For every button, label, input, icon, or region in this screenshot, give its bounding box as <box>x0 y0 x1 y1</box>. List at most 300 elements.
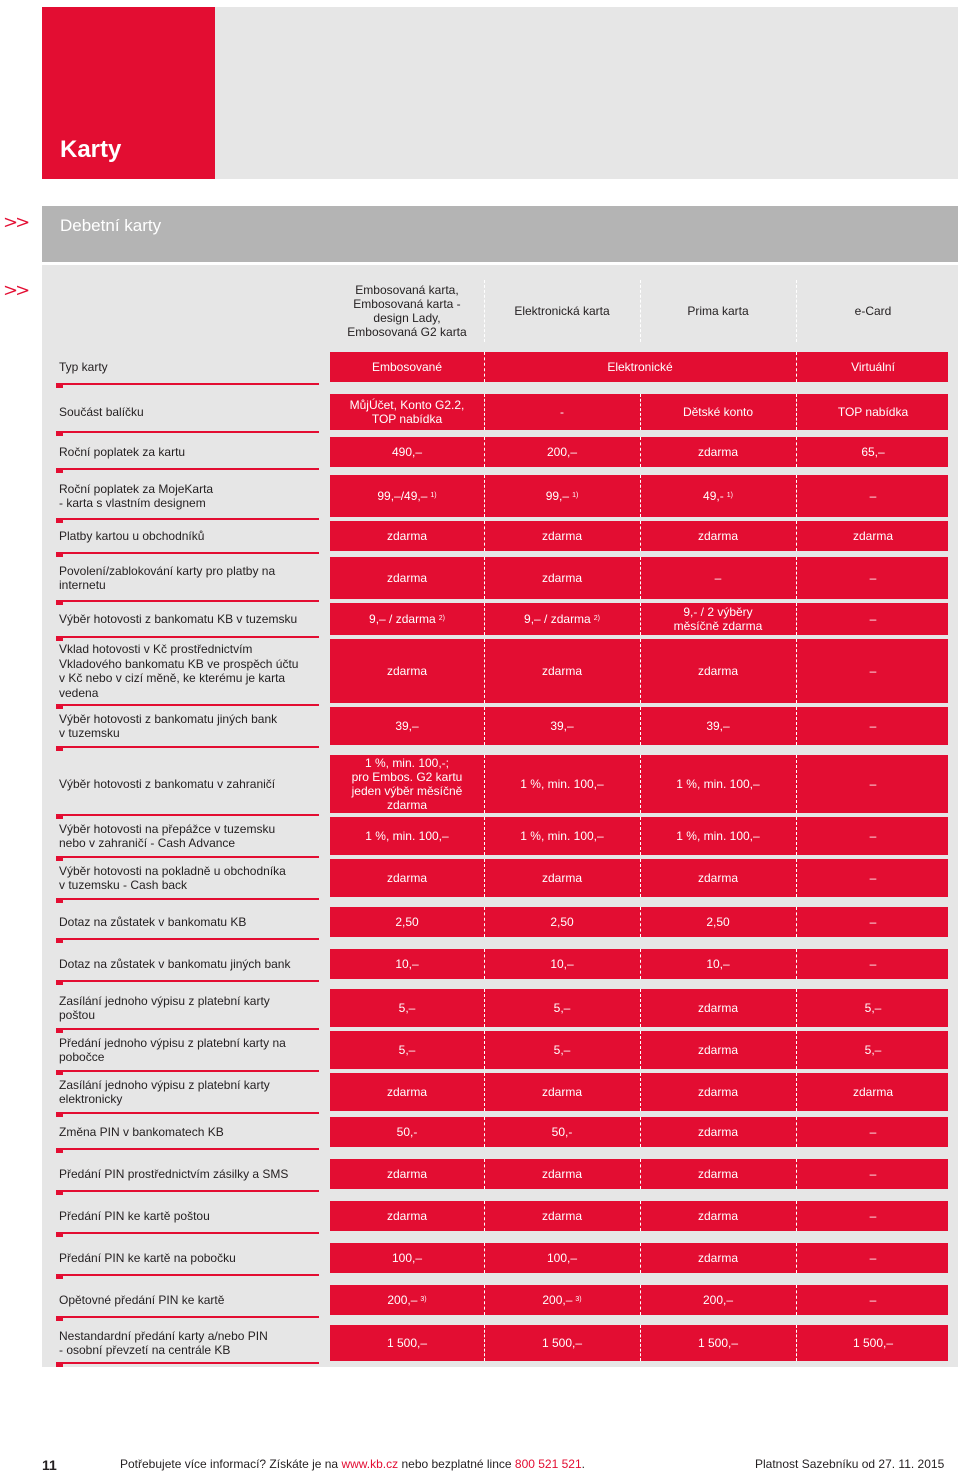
cell-value: 2,50 <box>706 915 730 929</box>
cell-separator <box>640 949 641 979</box>
table-cell <box>330 1159 484 1189</box>
table-cell <box>796 1243 950 1273</box>
row-label: Dotaz na zůstatek v bankomatu jiných bank <box>59 956 291 971</box>
cell-separator <box>484 1031 485 1069</box>
row-divider-tick <box>56 1114 63 1117</box>
cell-separator <box>484 352 485 382</box>
cell-separator <box>796 859 797 897</box>
cell-value: zdarma <box>386 1167 427 1181</box>
table-cell <box>330 639 484 703</box>
cell-value: 5,– <box>864 1043 882 1057</box>
table-cell <box>484 521 640 551</box>
cell-value: – <box>869 489 877 503</box>
cell-separator <box>640 1031 641 1069</box>
table-cell <box>796 907 950 937</box>
cell-separator <box>640 437 641 467</box>
row-label: Změna PIN v bankomatech KB <box>59 1124 224 1139</box>
cell-value: 5,– <box>553 1043 571 1057</box>
cell-separator <box>484 437 485 467</box>
row-divider-tick <box>56 900 63 903</box>
table-cell <box>330 907 484 937</box>
table-cell <box>796 755 950 813</box>
table-cell <box>796 707 950 745</box>
row-divider <box>56 938 319 940</box>
cell-value: zdarma <box>386 871 427 885</box>
table-cell <box>796 989 950 1027</box>
cell-value: 490,– <box>391 445 423 459</box>
table-cell <box>330 352 484 382</box>
cell-value: – <box>869 1167 877 1181</box>
cell-value: 1 %, min. 100,– <box>676 777 760 791</box>
cell-value: – <box>714 571 722 585</box>
cell-value: 39,– <box>706 719 730 733</box>
cell-separator <box>640 639 641 703</box>
table-cell <box>330 949 484 979</box>
cell-value: zdarma <box>541 1085 582 1099</box>
row-label: Předání PIN ke kartě poštou <box>59 1208 210 1223</box>
footnote-marker: 2) <box>593 615 600 622</box>
row-divider-tick <box>56 1150 63 1153</box>
table-cell <box>796 437 950 467</box>
table-cell <box>796 352 950 382</box>
cell-value: 50,- <box>396 1125 418 1139</box>
cell-separator <box>640 707 641 745</box>
cell-value: – <box>869 915 877 929</box>
cell-separator <box>796 1073 797 1111</box>
cell-value: Embosované <box>371 360 443 374</box>
row-divider <box>56 1190 319 1192</box>
cell-separator <box>640 557 641 599</box>
table-cell <box>640 557 796 599</box>
column-separator <box>796 280 797 342</box>
table-cell <box>796 859 950 897</box>
row-divider-tick <box>56 1192 63 1195</box>
cell-value: 9,- / 2 výběry měsíčně zdarma <box>673 605 763 633</box>
cell-separator <box>640 394 641 430</box>
cell-separator <box>484 521 485 551</box>
cell-separator <box>796 907 797 937</box>
cell-value: 39,– <box>395 719 419 733</box>
table-cell <box>484 1117 640 1147</box>
cell-value: 10,– <box>706 957 730 971</box>
table-cell <box>796 1117 950 1147</box>
row-divider <box>56 468 319 470</box>
table-cell <box>796 1031 950 1069</box>
row-divider <box>56 746 319 748</box>
row-divider-tick <box>56 470 63 473</box>
table-cell <box>640 1073 796 1111</box>
table-cell <box>640 1243 796 1273</box>
footer-validity: Platnost Sazebníku od 27. 11. 2015 <box>755 1457 945 1471</box>
row-divider-tick <box>56 1364 63 1367</box>
table-cell <box>640 949 796 979</box>
table-cell <box>796 949 950 979</box>
table-cell <box>640 1325 796 1361</box>
chevron-icon: >> <box>3 212 28 233</box>
cell-separator <box>640 1243 641 1273</box>
cell-value: – <box>869 1251 877 1265</box>
table-cell <box>484 989 640 1027</box>
row-divider <box>56 1148 319 1150</box>
table-cell <box>640 1159 796 1189</box>
cell-value: 5,– <box>398 1043 416 1057</box>
row-label: Předání PIN prostřednictvím zásilky a SMS <box>59 1166 289 1181</box>
cell-value: zdarma <box>697 871 738 885</box>
table-cell <box>484 949 640 979</box>
table-cell <box>330 707 484 745</box>
row-divider-tick <box>56 602 63 605</box>
cell-separator <box>640 1073 641 1111</box>
cell-separator <box>796 1285 797 1315</box>
row-divider <box>56 814 319 816</box>
table-cell <box>484 1243 640 1273</box>
cell-separator <box>484 603 485 635</box>
cell-value: 9,– / zdarma <box>524 612 591 626</box>
cell-value: TOP nabídka <box>837 405 909 419</box>
table-cell <box>484 557 640 599</box>
table-cell <box>640 1031 796 1069</box>
row-label: Předání PIN ke kartě na pobočku <box>59 1250 236 1265</box>
cell-separator <box>640 1285 641 1315</box>
cell-value: 99,–/49,– <box>377 489 428 503</box>
cell-value: zdarma <box>697 1209 738 1223</box>
table-cell <box>484 817 640 855</box>
footnote-marker: 3) <box>420 1296 427 1303</box>
table-cell <box>484 475 640 517</box>
table-cell <box>484 394 640 430</box>
row-divider <box>56 1028 319 1030</box>
table-cell <box>796 1159 950 1189</box>
row-label: Vklad hotovosti v Kč prostřednictvím Vkladového bankomatu KB ve prospěch účtu v Kč nebo v cizí měně, ke kterému je karta vedena <box>59 642 299 700</box>
cell-separator <box>796 949 797 979</box>
cell-separator <box>484 1201 485 1231</box>
cell-value: 2,50 <box>550 915 574 929</box>
cell-separator <box>640 1117 641 1147</box>
row-divider <box>56 431 319 433</box>
row-divider-tick <box>56 520 63 523</box>
cell-value: 1 %, min. 100,– <box>365 829 449 843</box>
table-cell <box>484 1159 640 1189</box>
cell-value: – <box>869 719 877 733</box>
cell-separator <box>640 1201 641 1231</box>
cell-value: 1 500,– <box>697 1336 739 1350</box>
cell-value: 100,– <box>391 1251 423 1265</box>
row-label: Součást balíčku <box>59 404 144 419</box>
row-label: Roční poplatek za MojeKarta - karta s vlastním designem <box>59 481 214 510</box>
row-divider-tick <box>56 1318 63 1321</box>
table-cell <box>484 859 640 897</box>
row-divider-tick <box>56 748 63 751</box>
cell-value: Dětské konto <box>682 405 754 419</box>
table-cell <box>330 1325 484 1361</box>
cell-separator <box>796 352 797 382</box>
table-cell <box>330 603 484 635</box>
footer-text-before: Potřebujete více informací? Získáte je na <box>120 1457 342 1471</box>
row-divider <box>56 1232 319 1234</box>
cell-value: 1 %, min. 100,– <box>520 777 604 791</box>
table-cell <box>330 557 484 599</box>
cell-value: zdarma <box>386 1209 427 1223</box>
table-cell <box>640 1201 796 1231</box>
cell-value: 1 %, min. 100,– <box>676 829 760 843</box>
cell-separator <box>484 817 485 855</box>
cell-value: zdarma <box>541 1167 582 1181</box>
table-cell <box>640 707 796 745</box>
cell-value: zdarma <box>386 529 427 543</box>
table-cell <box>796 817 950 855</box>
footer-link[interactable]: www.kb.cz <box>341 1457 399 1471</box>
cell-value: – <box>869 777 877 791</box>
cell-separator <box>796 1159 797 1189</box>
cell-value: 10,– <box>550 957 574 971</box>
footer-phone: 800 521 521 <box>514 1457 582 1471</box>
footnote-marker: 1) <box>572 492 579 499</box>
table-cell <box>640 1285 796 1315</box>
cell-separator <box>796 437 797 467</box>
cell-value: 200,– <box>387 1293 418 1307</box>
cell-separator <box>640 1325 641 1361</box>
row-divider-tick <box>56 982 63 985</box>
cell-value: 49,- <box>703 489 724 503</box>
row-divider-tick <box>56 385 63 388</box>
cell-separator <box>640 603 641 635</box>
table-cell <box>330 1031 484 1069</box>
column-separator <box>640 280 641 342</box>
row-divider-tick <box>56 940 63 943</box>
row-divider <box>56 898 319 900</box>
table-cell <box>330 755 484 813</box>
row-divider <box>56 600 319 602</box>
chevron-icon-table: >> <box>3 280 28 301</box>
row-label: Výběr hotovosti z bankomatu jiných bank v tuzemsku <box>59 711 278 740</box>
cell-value: – <box>869 612 877 626</box>
table-cell <box>796 1285 950 1315</box>
cell-separator <box>796 1201 797 1231</box>
cell-value: 5,– <box>398 1001 416 1015</box>
cell-value: zdarma <box>541 1209 582 1223</box>
table-cell <box>484 603 640 635</box>
cell-separator <box>796 603 797 635</box>
cell-value: zdarma <box>541 529 582 543</box>
row-label: Dotaz na zůstatek v bankomatu KB <box>59 914 247 929</box>
table-cell <box>640 437 796 467</box>
cell-value: 200,– <box>546 445 578 459</box>
row-label: Zasílání jednoho výpisu z platební karty poštou <box>59 993 270 1022</box>
row-divider-tick <box>56 554 63 557</box>
cell-separator <box>640 521 641 551</box>
table-cell <box>640 989 796 1027</box>
footnote-marker: 3) <box>575 1296 582 1303</box>
cell-value: – <box>869 1125 877 1139</box>
cell-value: – <box>869 1293 877 1307</box>
table-cell <box>330 1117 484 1147</box>
table-cell <box>330 989 484 1027</box>
cell-value: Virtuální <box>851 360 895 374</box>
row-divider-tick <box>56 1234 63 1237</box>
table-cell <box>484 1201 640 1231</box>
footer-info <box>120 1457 585 1471</box>
cell-value: 100,– <box>546 1251 578 1265</box>
cell-value: zdarma <box>386 664 427 678</box>
row-label: Výběr hotovosti na pokladně u obchodníka v tuzemsku - Cash back <box>59 863 286 892</box>
table-cell <box>796 557 950 599</box>
table-cell <box>330 1243 484 1273</box>
cell-value: zdarma <box>852 529 893 543</box>
table-cell <box>484 1073 640 1111</box>
cell-separator <box>640 755 641 813</box>
table-cell <box>484 1031 640 1069</box>
cell-separator <box>640 989 641 1027</box>
cell-value: – <box>869 871 877 885</box>
row-divider-tick <box>56 1276 63 1279</box>
cell-separator <box>484 755 485 813</box>
cell-separator <box>640 1159 641 1189</box>
column-header: Prima karta <box>687 304 749 318</box>
table-cell <box>330 437 484 467</box>
section-bar <box>42 206 958 262</box>
row-label: Výběr hotovosti na přepážce v tuzemsku nebo v zahraničí - Cash Advance <box>59 821 276 850</box>
cell-separator <box>484 859 485 897</box>
cell-value: zdarma <box>697 1125 738 1139</box>
row-label: Zasílání jednoho výpisu z platební karty elektronicky <box>59 1077 270 1106</box>
cell-value: – <box>869 957 877 971</box>
row-divider <box>56 1274 319 1276</box>
cell-value: 1 500,– <box>386 1336 428 1350</box>
cell-value: zdarma <box>697 529 738 543</box>
column-header: Embosovaná karta, Embosovaná karta - design Lady, Embosovaná G2 karta <box>347 283 467 339</box>
row-divider <box>56 636 319 638</box>
row-divider <box>56 518 319 520</box>
row-divider-tick <box>56 1072 63 1075</box>
table-cell <box>484 707 640 745</box>
table-cell <box>330 1073 484 1111</box>
cell-separator <box>796 989 797 1027</box>
page-title: Karty <box>60 136 122 163</box>
cell-separator <box>484 557 485 599</box>
row-divider <box>56 1112 319 1114</box>
row-label: Roční poplatek za kartu <box>59 444 186 459</box>
table-cell <box>640 907 796 937</box>
row-label: Výběr hotovosti z bankomatu KB v tuzemsku <box>59 611 298 626</box>
table-cell <box>484 639 640 703</box>
cell-separator <box>484 989 485 1027</box>
page-number: 11 <box>42 1457 57 1473</box>
cell-separator <box>484 394 485 430</box>
cell-separator <box>796 394 797 430</box>
cell-value: – <box>869 829 877 843</box>
cell-value: 5,– <box>553 1001 571 1015</box>
cell-value: zdarma <box>541 664 582 678</box>
row-divider-tick <box>56 1030 63 1033</box>
footnote-marker: 1) <box>430 492 437 499</box>
table-cell <box>330 475 484 517</box>
cell-value: zdarma <box>697 664 738 678</box>
row-divider <box>56 980 319 982</box>
column-header: Elektronická karta <box>514 304 610 318</box>
cell-separator <box>484 707 485 745</box>
table-cell <box>330 817 484 855</box>
table-cell <box>796 603 950 635</box>
cell-separator <box>796 639 797 703</box>
cell-value: zdarma <box>697 1085 738 1099</box>
cell-value: zdarma <box>697 1251 738 1265</box>
cell-value: zdarma <box>697 1001 738 1015</box>
row-divider <box>56 856 319 858</box>
cell-separator <box>640 859 641 897</box>
table-cell <box>484 437 640 467</box>
cell-value: – <box>869 664 877 678</box>
table-cell <box>330 521 484 551</box>
cell-separator <box>640 907 641 937</box>
table-cell <box>330 1201 484 1231</box>
cell-value: – <box>869 1209 877 1223</box>
table-cell <box>640 394 796 430</box>
cell-separator <box>796 1117 797 1147</box>
row-divider-tick <box>56 706 63 709</box>
cell-separator <box>484 1159 485 1189</box>
column-header: e-Card <box>854 304 892 318</box>
table-cell <box>640 755 796 813</box>
cell-value: zdarma <box>541 571 582 585</box>
row-divider <box>56 1316 319 1318</box>
cell-separator <box>796 1325 797 1361</box>
row-label: Opětovné předání PIN ke kartě <box>59 1292 225 1307</box>
cell-value: 1 %, min. 100,-; pro Embos. G2 kartu jeden výběr měsíčně zdarma <box>351 756 463 812</box>
cell-value: zdarma <box>697 1167 738 1181</box>
cell-value: 1 %, min. 100,– <box>520 829 604 843</box>
footnote-marker: 1) <box>726 492 733 499</box>
cell-value: 1 500,– <box>852 1336 894 1350</box>
row-label: Výběr hotovosti z bankomatu v zahraničí <box>59 776 276 791</box>
table-cell <box>796 1325 950 1361</box>
table-cell <box>640 639 796 703</box>
cell-separator <box>484 1243 485 1273</box>
table-cell <box>640 1117 796 1147</box>
table-cell <box>640 521 796 551</box>
footer-text-middle: nebo bezplatné lince <box>398 1457 515 1471</box>
cell-separator <box>640 475 641 517</box>
cell-separator <box>484 1117 485 1147</box>
row-divider <box>56 704 319 706</box>
table-cell <box>796 1073 950 1111</box>
cell-separator <box>796 1243 797 1273</box>
row-divider <box>56 552 319 554</box>
cell-value: 200,– <box>702 1293 734 1307</box>
row-label: Typ karty <box>59 359 108 374</box>
cell-separator <box>796 521 797 551</box>
cell-value: 10,– <box>395 957 419 971</box>
cell-value: 9,– / zdarma <box>369 612 436 626</box>
row-divider <box>56 1070 319 1072</box>
row-divider <box>56 383 319 385</box>
cell-value: zdarma <box>697 1043 738 1057</box>
table-cell <box>796 1201 950 1231</box>
table-cell <box>640 475 796 517</box>
table-cell <box>484 907 640 937</box>
cell-value: Elektronické <box>607 360 673 374</box>
cell-value: zdarma <box>697 445 738 459</box>
cell-value: – <box>869 571 877 585</box>
table-cell <box>330 859 484 897</box>
row-label: Povolení/zablokování karty pro platby na internetu <box>59 563 276 592</box>
table-cell <box>640 817 796 855</box>
row-divider-tick <box>56 816 63 819</box>
cell-value: 200,– <box>542 1293 573 1307</box>
cell-value: zdarma <box>852 1085 893 1099</box>
cell-value: zdarma <box>541 871 582 885</box>
cell-value: 50,- <box>551 1125 573 1139</box>
cell-separator <box>484 1285 485 1315</box>
